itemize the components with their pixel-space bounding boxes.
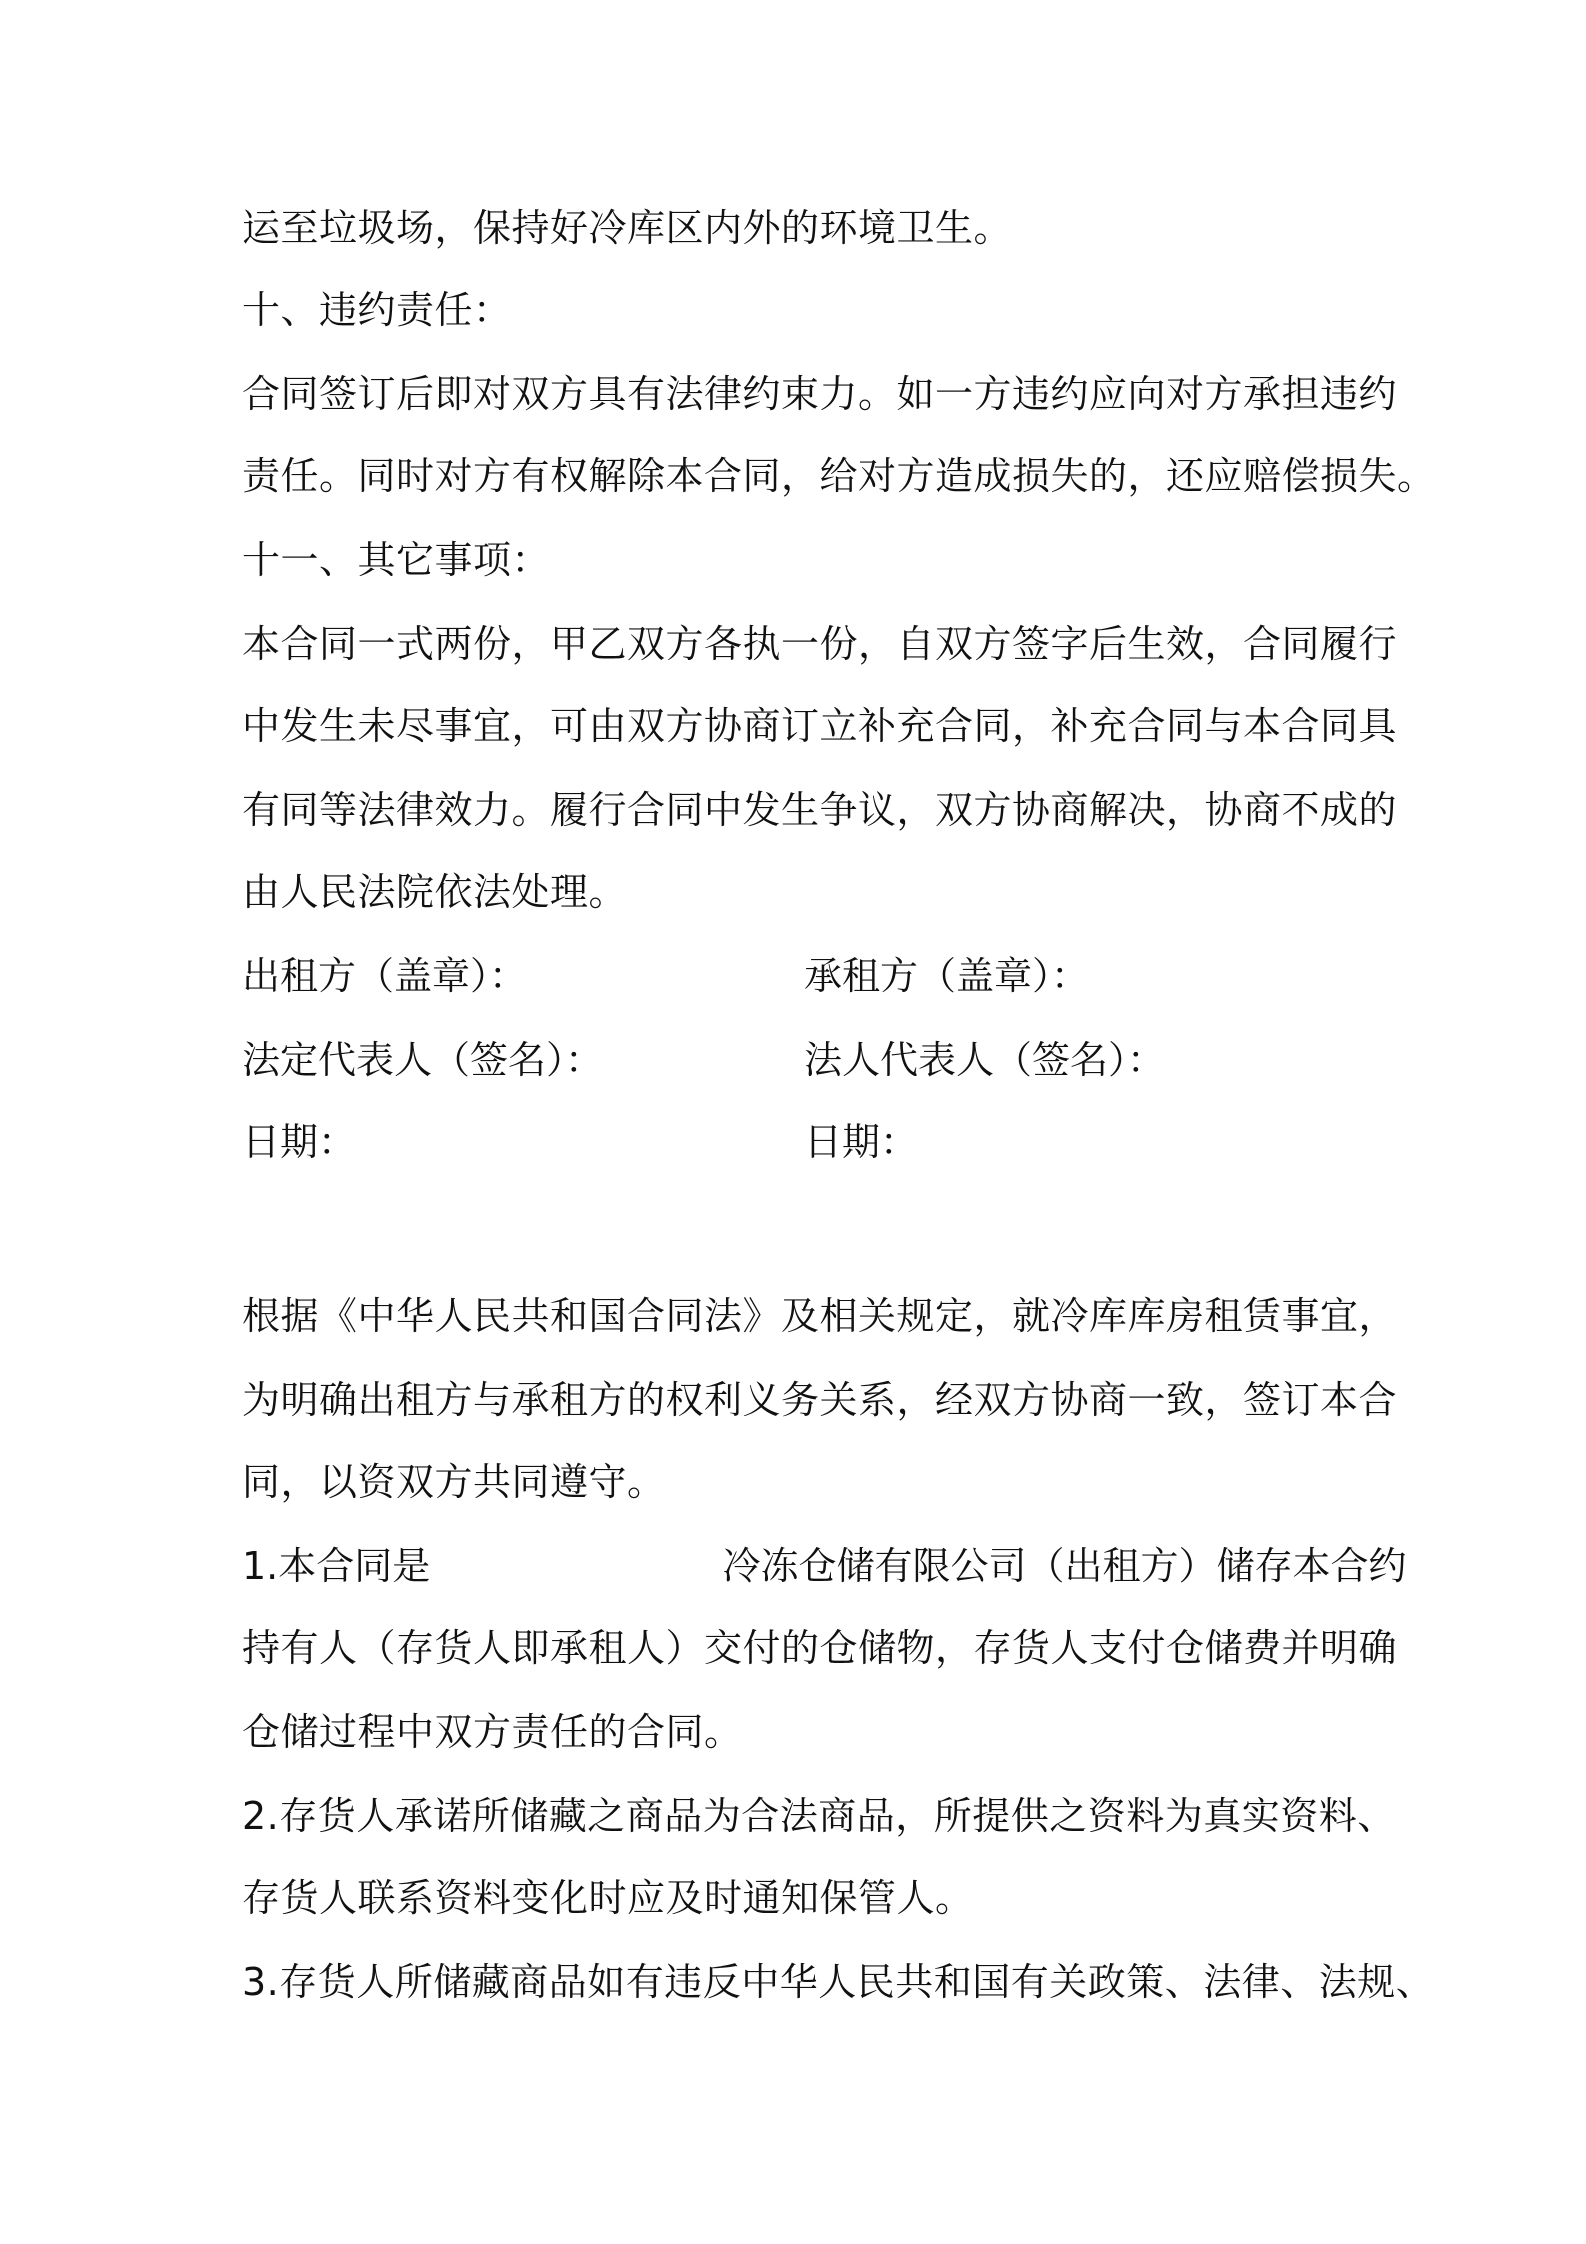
paragraph-line: 2.存货人承诺所储藏之商品为合法商品，所提供之资料为真实资料、 bbox=[242, 1794, 1396, 1838]
lessor-date-label: 日期： bbox=[242, 1120, 357, 1164]
signature-row-representative bbox=[242, 1034, 1362, 1086]
paragraph-line: 运至垃圾场，保持好冷库区内外的环境卫生。 bbox=[242, 206, 1013, 250]
paragraph-line: 同，以资双方共同遵守。 bbox=[242, 1460, 666, 1504]
paragraph-line: 合同签订后即对双方具有法律约束力。如一方违约应向对方承担违约 bbox=[242, 372, 1398, 416]
lessee-seal-label: 承租方（盖章）： bbox=[804, 954, 1090, 998]
paragraph-line: 为明确出租方与承租方的权利义务关系，经双方协商一致，签订本合 bbox=[242, 1378, 1398, 1422]
paragraph-line: 中发生未尽事宜，可由双方协商订立补充合同，补充合同与本合同具 bbox=[242, 704, 1398, 748]
paragraph-line: 仓储过程中双方责任的合同。 bbox=[242, 1710, 743, 1754]
paragraph-line: 持有人（存货人即承租人）交付的仓储物，存货人支付仓储费并明确 bbox=[242, 1626, 1398, 1670]
paragraph-line: 本合同一式两份，甲乙双方各执一份，自双方签字后生效，合同履行 bbox=[242, 622, 1398, 666]
lessor-representative-label: 法定代表人（签名）： bbox=[242, 1038, 604, 1082]
paragraph-line: 根据《中华人民共和国合同法》及相关规定，就冷库库房租赁事宜， bbox=[242, 1294, 1398, 1338]
paragraph-line: 责任。同时对方有权解除本合同，给对方造成损失的，还应赔偿损失。 bbox=[242, 454, 1436, 498]
clause-1-first-line bbox=[242, 1540, 1407, 1592]
section-heading-other: 十一、其它事项： bbox=[242, 538, 551, 582]
lessor-seal-label: 出租方（盖章）： bbox=[242, 954, 528, 998]
signature-row-date bbox=[242, 1116, 1362, 1168]
section-heading-breach: 十、违约责任： bbox=[242, 288, 512, 332]
paragraph-line: 有同等法律效力。履行合同中发生争议，双方协商解决，协商不成的 bbox=[242, 788, 1398, 832]
paragraph-line: 3.存货人所储藏商品如有违反中华人民共和国有关政策、法律、法规、 bbox=[242, 1960, 1435, 2004]
signature-row-seal bbox=[242, 950, 1362, 1002]
paragraph-line: 由人民法院依法处理。 bbox=[242, 870, 628, 914]
clause-1-prefix: 1.本合同是 bbox=[242, 1544, 431, 1588]
clause-1-suffix: 冷冻仓储有限公司（出租方）储存本合约 bbox=[722, 1544, 1407, 1588]
lessee-representative-label: 法人代表人（签名）： bbox=[804, 1038, 1166, 1082]
lessee-date-label: 日期： bbox=[804, 1120, 919, 1164]
paragraph-line: 存货人联系资料变化时应及时通知保管人。 bbox=[242, 1876, 974, 1920]
